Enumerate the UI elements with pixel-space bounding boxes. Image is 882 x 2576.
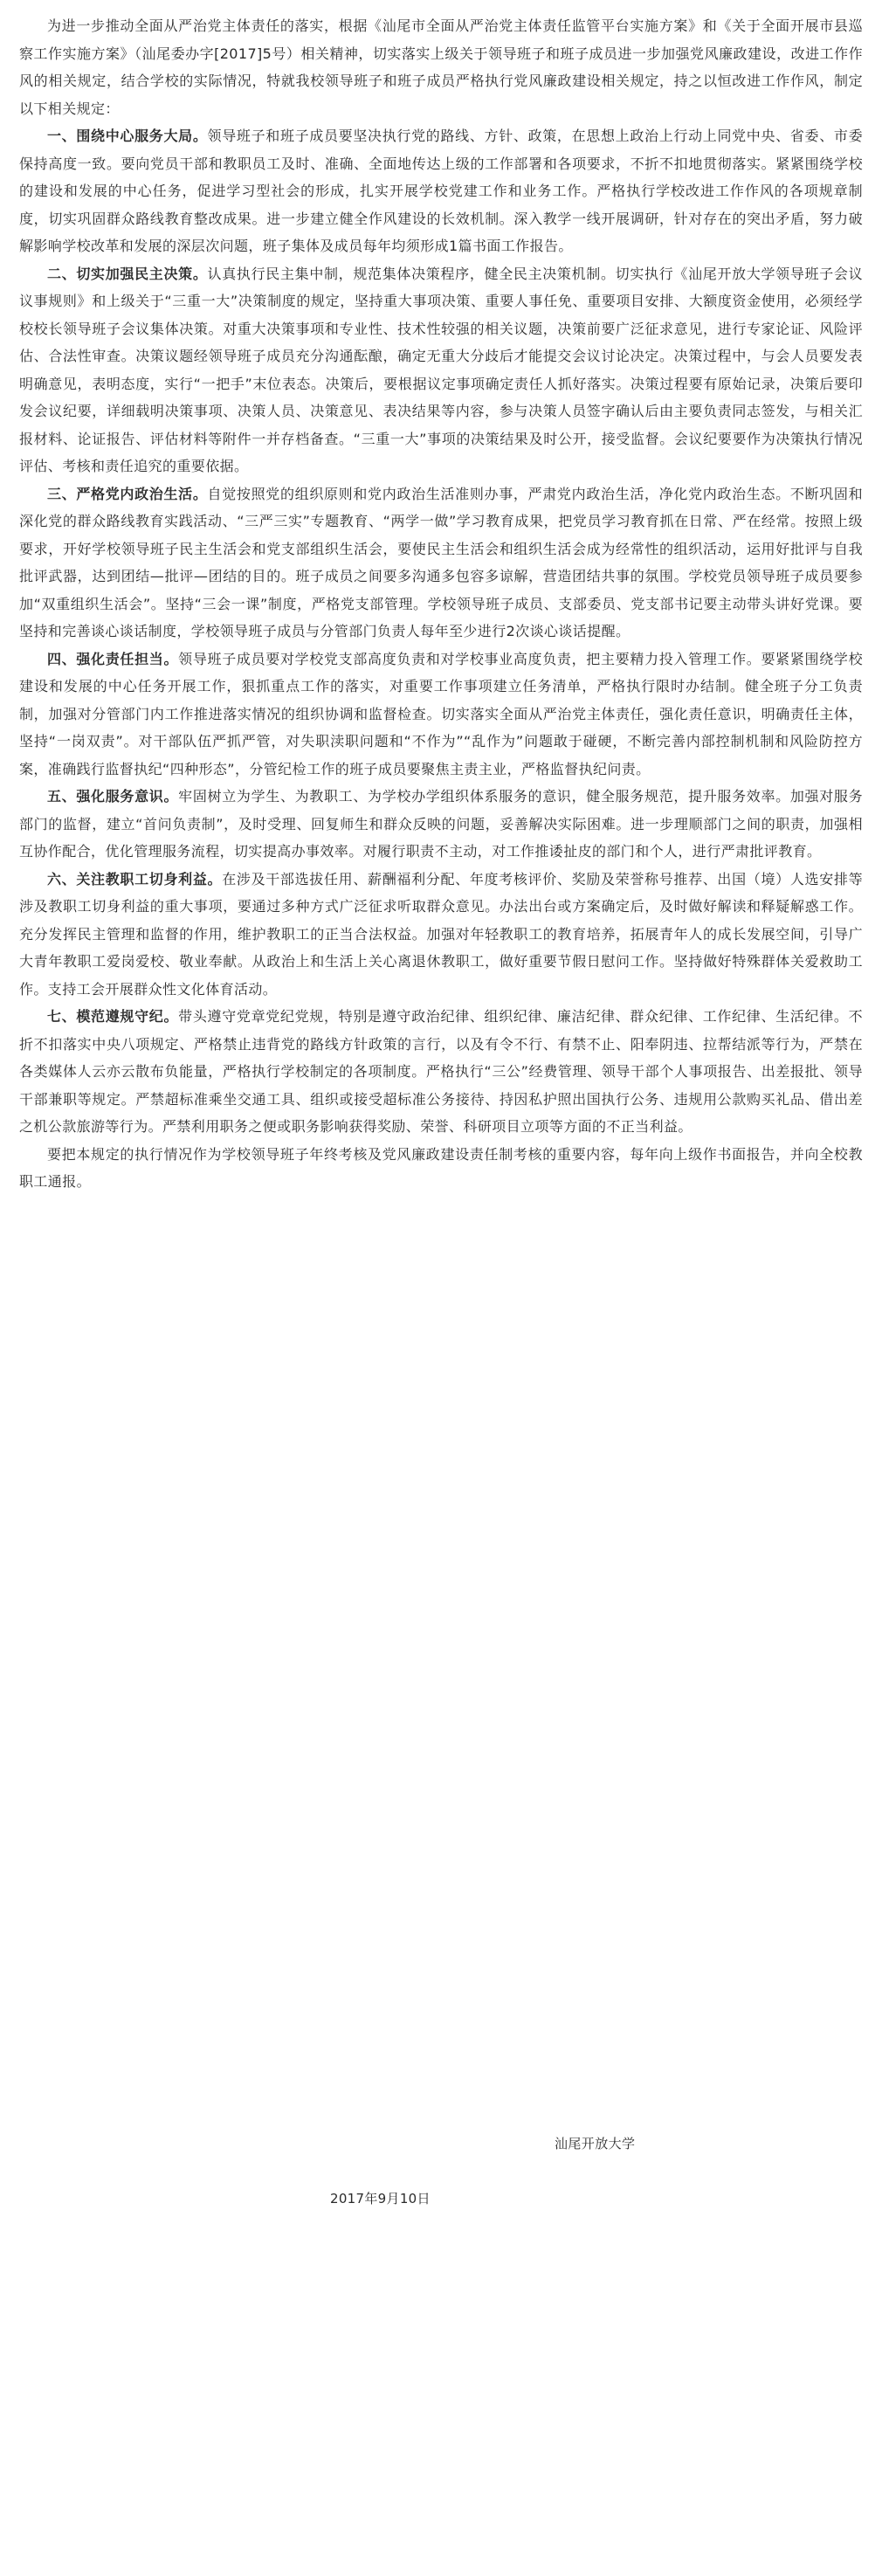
section-5-heading: 五、强化服务意识。	[47, 788, 179, 805]
section-4	[19, 646, 863, 784]
section-4-text: 领导班子成员要对学校党支部高度负责和对学校事业高度负责，把主要精力投入管理工作。要紧紧围绕学校建设和发展的中心任务开展工作，狠抓重点工作的落实，对重要工作事项建立任务清单，严格执行限时办结制。健全班子分工负责制，加强对分管部门内工作推进落实情况的组织协调和监督检查。切实落实全面从严治党主体责任，强化责任意识，明确责任主体，坚持“一岗双责”。对干部队伍严抓严管，对失职渎职问题和“不作为”“乱作为”问题敢于碰硬，不断完善内部控制机制和风险防控方案，准确践行监督执纪“四种形态”，分管纪检工作的班子成员要聚焦主责主业，严格监督执纪问责。	[19, 650, 863, 777]
section-3	[19, 480, 863, 646]
section-7-heading: 七、模范遵规守纪。	[47, 1008, 179, 1025]
section-6	[19, 866, 863, 1004]
signature-organization: 汕尾开放大学	[555, 2136, 636, 2151]
closing-paragraph: 要把本规定的执行情况作为学校领导班子年终考核及党风廉政建设责任制考核的重要内容，每年向上级作书面报告，并向全校教职工通报。	[19, 1145, 863, 1190]
document-body	[0, 0, 882, 1196]
section-2-heading: 二、切实加强民主决策。	[47, 265, 208, 282]
section-2-text: 认真执行民主集中制，规范集体决策程序，健全民主决策机制。切实执行《汕尾开放大学领导班子会议议事规则》和上级关于“三重一大”决策制度的规定，坚持重大事项决策、重要人事任免、重要项目安排、大额度资金使用，必须经学校校长领导班子会议集体决策。对重大决策事项和专业性、技术性较强的相关议题，决策前要广泛征求意见，进行专家论证、风险评估、合法性审查。决策议题经领导班子成员充分沟通酝酿，确定无重大分歧后才能提交会议讨论决定。决策过程中，与会人员要发表明确意见，表明态度，实行“一把手”末位表态。决策后，要根据议定事项确定责任人抓好落实。决策过程要有原始记录，决策后要印发会议纪要，详细载明决策事项、决策人员、决策意见、表决结果等内容，参与决策人员签字确认后由主要负责同志签发，与相关汇报材料、论证报告、评估材料等附件一并存档备查。“三重一大”事项的决策结果及时公开，接受监督。会议纪要要作为决策执行情况评估、考核和责任追究的重要依据。	[19, 265, 863, 474]
section-4-heading: 四、强化责任担当。	[47, 650, 179, 667]
signature-date: 2017年9月10日	[330, 2191, 431, 2207]
section-6-heading: 六、关注教职工切身利益。	[47, 870, 223, 887]
section-3-text: 自觉按照党的组织原则和党内政治生活准则办事，严肃党内政治生活，净化党内政治生态。不断巩固和深化党的群众路线教育实践活动、“三严三实”专题教育、“两学一做”学习教育成果，把党员学习教育抓在日常、严在经常。按照上级要求，开好学校领导班子民主生活会和党支部组织生活会，要使民主生活会和组织生活会成为经常性的组织活动，运用好批评与自我批评武器，达到团结—批评—团结的目的。班子成员之间要多沟通多包容多谅解，营造团结共事的氛围。学校党员领导班子成员要参加“双重组织生活会”。坚持“三会一课”制度，严格党支部管理。学校领导班子成员、支部委员、党支部书记要主动带头讲好党课。要坚持和完善谈心谈话制度，学校领导班子成员与分管部门负责人每年至少进行2次谈心谈话提醒。	[19, 485, 863, 639]
section-1-heading: 一、围绕中心服务大局。	[47, 128, 208, 144]
section-1-text: 领导班子和班子成员要坚决执行党的路线、方针、政策，在思想上政治上行动上同党中央、省委、市委保持高度一致。要向党员干部和教职员工及时、准确、全面地传达上级的工作部署和各项要求，不折不扣地贯彻落实。紧紧围绕学校的建设和发展的中心任务，促进学习型社会的形成，扎实开展学校党建工作和业务工作。严格执行学校改进工作作风的各项规章制度，切实巩固群众路线教育整改成果。进一步建立健全作风建设的长效机制。深入教学一线开展调研，针对存在的突出矛盾，努力破解影响学校改革和发展的深层次问题，班子集体及成员每年均须形成1篇书面工作报告。	[19, 128, 863, 254]
intro-paragraph: 为进一步推动全面从严治党主体责任的落实，根据《汕尾市全面从严治党主体责任监管平台实施方案》和《关于全面开展市县巡察工作实施方案》（汕尾委办字[2017]5号）相关精神，切实落实上级关于领导班子和班子成员进一步加强党风廉政建设，改进工作作风的相关规定，结合学校的实际情况，特就我校领导班子和班子成员严格执行党风廉政建设相关规定，持之以恒改进工作作风，制定以下相关规定：	[19, 17, 863, 117]
section-6-text: 在涉及干部选拔任用、薪酬福利分配、年度考核评价、奖励及荣誉称号推荐、出国（境）人选安排等涉及教职工切身利益的重大事项，要通过多种方式广泛征求听取群众意见。办法出台或方案确定后，及时做好解读和释疑解惑工作。充分发挥民主管理和监督的作用，维护教职工的正当合法权益。加强对年轻教职工的教育培养，拓展青年人的成长发展空间，引导广大青年教职工爱岗爱校、敬业奉献。从政治上和生活上关心离退休教职工，做好重要节假日慰问工作。坚持做好特殊群体关爱救助工作。支持工会开展群众性文化体育活动。	[19, 870, 863, 998]
section-7	[19, 1003, 863, 1141]
section-5-text: 牢固树立为学生、为教职工、为学校办学组织体系服务的意识，健全服务规范，提升服务效率。加强对服务部门的监督，建立“首问负责制”，及时受理、回复师生和群众反映的问题，妥善解决实际困难。进一步理顺部门之间的职责，加强相互协作配合，优化管理服务流程，切实提高办事效率。对履行职责不主动，对工作推诿扯皮的部门和个人，进行严肃批评教育。	[19, 788, 863, 860]
section-7-text: 带头遵守党章党纪党规，特别是遵守政治纪律、组织纪律、廉洁纪律、群众纪律、工作纪律、生活纪律。不折不扣落实中央八项规定、严格禁止违背党的路线方针政策的言行，以及有令不行、有禁不止、阳奉阴违、拉帮结派等行为，严禁在各类媒体人云亦云散布负能量，严格执行学校制定的各项制度。严格执行“三公”经费管理、领导干部个人事项报告、出差报批、领导干部兼职等规定。严禁超标准乘坐交通工具、组织或接受超标准公务接待、持因私护照出国执行公务、违规用公款购买礼品、借出差之机公款旅游等行为。严禁利用职务之便或职务影响获得奖励、荣誉、科研项目立项等方面的不正当利益。	[19, 1008, 863, 1135]
section-3-heading: 三、严格党内政治生活。	[47, 485, 208, 502]
section-2	[19, 260, 863, 480]
section-5	[19, 783, 863, 866]
section-1	[19, 122, 863, 260]
